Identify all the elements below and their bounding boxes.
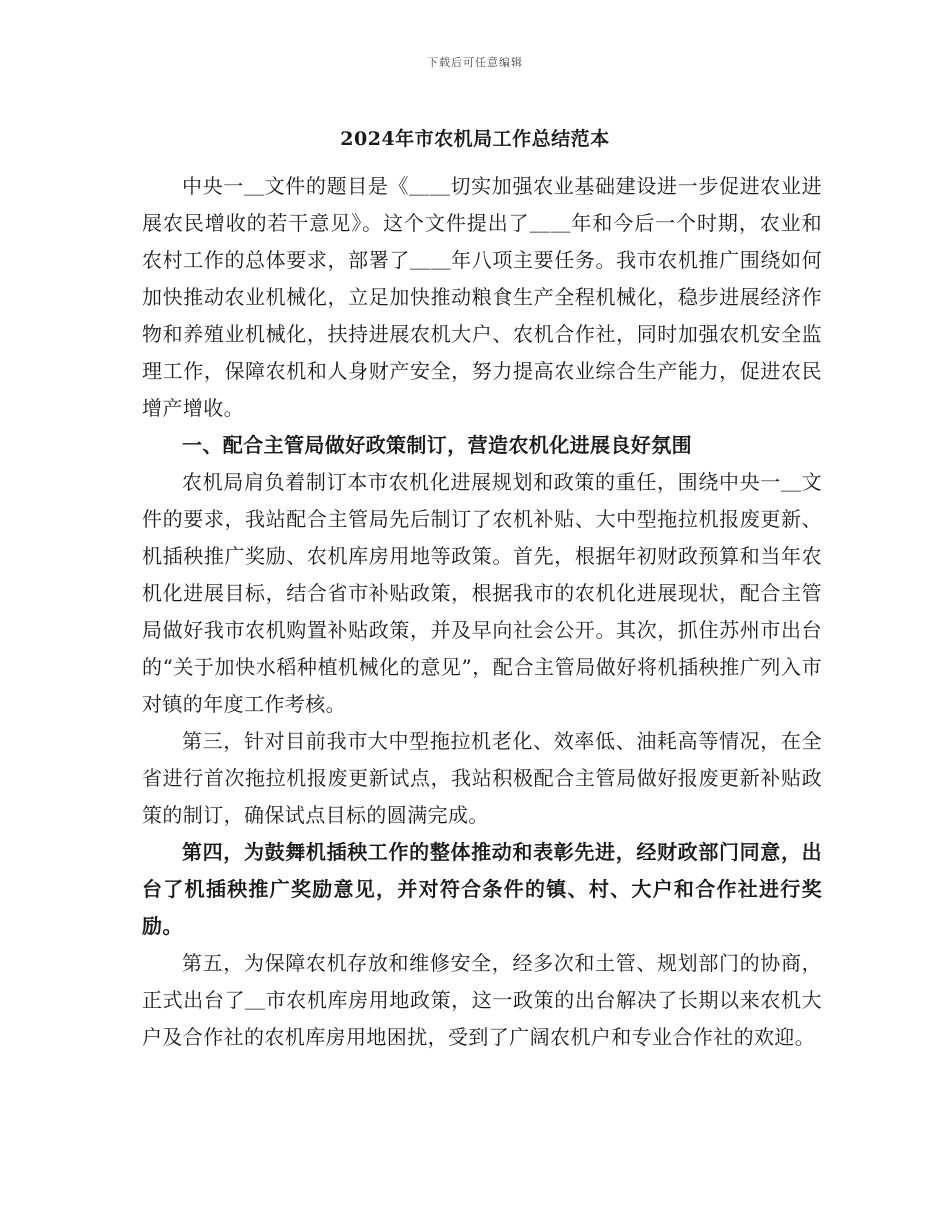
page-header-note: 下载后可任意编辑	[427, 56, 523, 69]
paragraph-fifth: 第五，为保障农机存放和维修安全，经多次和土管、规划部门的协商，正式出台了＿市农机库房用地政策，这一政策的出台解决了长期以来农机大户及合作社的农机库房用地困扰，受到了广阔农机户和专业合作社的欢迎。	[142, 951, 822, 1049]
section-heading-1: 一、配合主管局做好政策制订，营造农机化进展良好氛围	[182, 433, 692, 457]
paragraph-fourth: 第四，为鼓舞机插秧工作的整体推动和表彰先进，经财政部门同意，出台了机插秧推广奖励意见，并对符合条件的镇、村、大户和合作社进行奖励。	[142, 840, 822, 938]
paragraph-policy: 农机局肩负着制订本市农机化进展规划和政策的重任，围绕中央一＿文件的要求，我站配合主管局先后制订了农机补贴、大中型拖拉机报废更新、机插秧推广奖励、农机库房用地等政策。首先，根据年初财政预算和当年农机化进展目标，结合省市补贴政策，根据我市的农机化进展现状，配合主管局做好我市农机购置补贴政策，并及早向社会公开。其次，抓住苏州市出台的“关于加快水稻种植机械化的意见”，配合主管局做好将机插秧推广列入市对镇的年度工作考核。	[142, 470, 822, 716]
document-body	[142, 168, 822, 1056]
document-title: 2024年市农机局工作总结范本	[340, 128, 610, 150]
paragraph-third: 第三，针对目前我市大中型拖拉机老化、效率低、油耗高等情况，在全省进行首次拖拉机报废更新试点，我站积极配合主管局做好报废更新补贴政策的制订，确保试点目标的圆满完成。	[142, 729, 822, 827]
paragraph-intro: 中央一＿文件的题目是《＿＿切实加强农业基础建设进一步促进农业进展农民增收的若干意见》。这个文件提出了＿＿年和今后一个时期，农业和农村工作的总体要求，部署了＿＿年八项主要任务。我市农机推广围绕如何加快推动农业机械化，立足加快推动粮食生产全程机械化，稳步进展经济作物和养殖业机械化，扶持进展农机大户、农机合作社，同时加强农机安全监理工作，保障农机和人身财产安全，努力提高农业综合生产能力，促进农民增产增收。	[142, 174, 822, 420]
